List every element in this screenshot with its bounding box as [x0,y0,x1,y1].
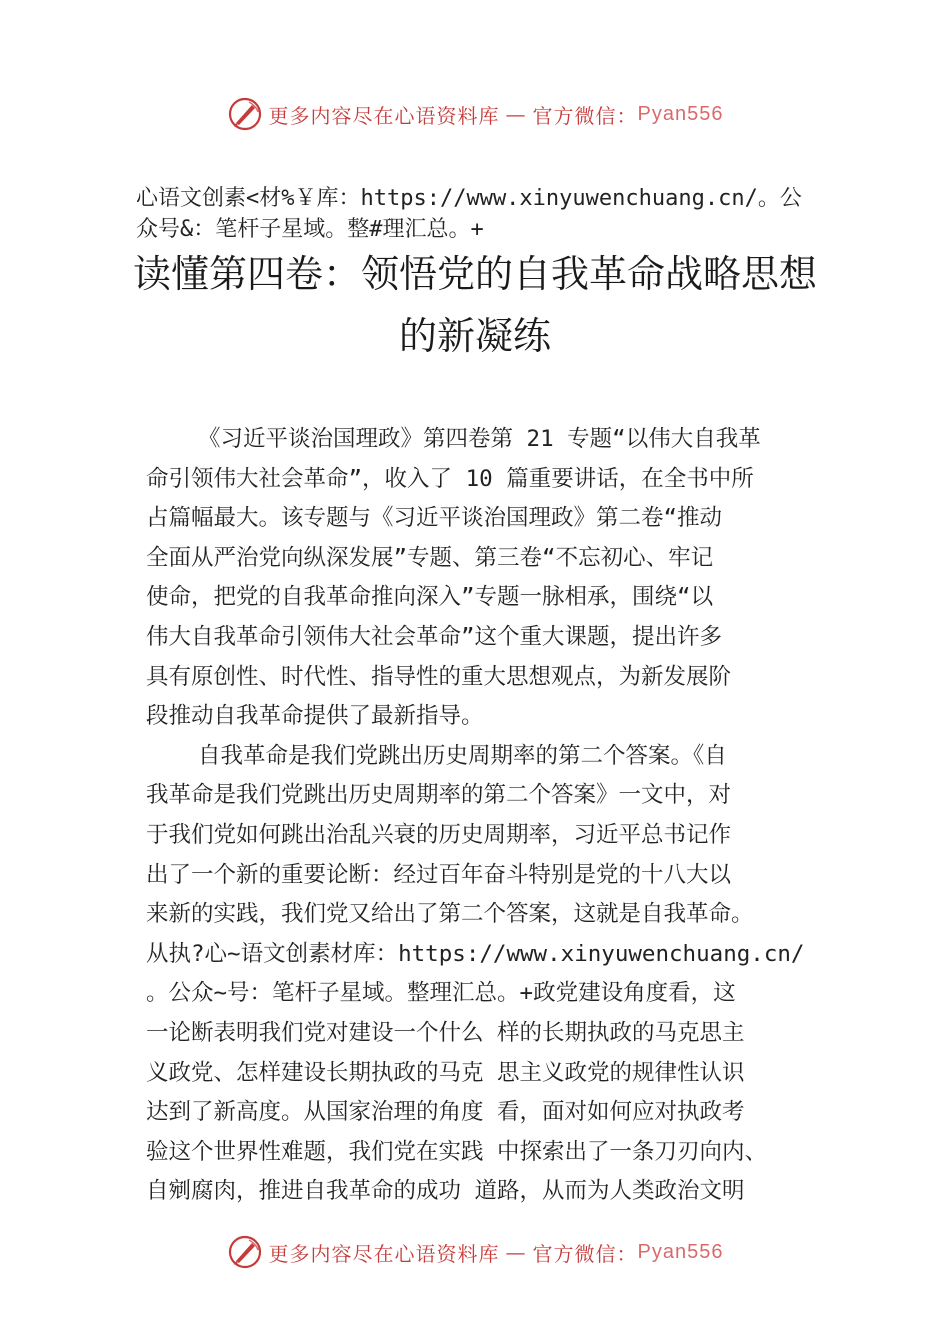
body-line: 占篇幅最大。该专题与《习近平谈治国理政》第二卷“推动 [146,505,723,532]
body-line: 于我们党如何跳出治乱兴衰的历史周期率，习近平总书记作 [146,821,732,848]
article-title [60,243,890,367]
source-note-line: 心语文创素<材%￥库：https://www.xinyuwenchuang.cn/。公 [136,186,802,211]
body-line: 段推动自我革命提供了最新指导。 [146,703,484,730]
pen-logo-icon [227,96,263,132]
pen-logo-icon [227,1234,263,1270]
article-body [146,420,830,1212]
source-note [136,183,826,245]
banner-main-text: 更多内容尽在心语资料库 [268,103,500,128]
body-line: 从执?心~语文创素材库：https://www.xinyuwenchuang.cn/ [146,940,805,967]
body-line: 《习近平谈治国理政》第四卷第 21 专题“以伟大自我革 [198,426,761,452]
banner-separator: — [505,102,527,126]
banner-separator: — [505,1240,527,1264]
footer-banner [0,1230,950,1274]
body-line: 。公众~号：笔杆子星域。整理汇总。+政党建设角度看，这 [146,980,736,1007]
body-line: 义政党、怎样建设长期执政的马克 思主义政党的规律性认识 [146,1059,745,1086]
body-line: 命引领伟大社会革命”，收入了 10 篇重要讲话，在全书中所 [146,465,754,492]
body-line: 自我革命是我们党跳出历史周期率的第二个答案。《自 [198,742,727,769]
source-note-line: 众号&：笔杆子星域。整#理汇总。+ [136,217,484,242]
body-line: 一论断表明我们党对建设一个什么 样的长期执政的马克思主 [146,1019,745,1046]
banner-wechat-id: Pyan556 [637,1240,724,1263]
body-line: 自剜腐肉，推进自我革命的成功 道路，从而为人类政治文明 [146,1178,745,1205]
banner-wechat-label: 官方微信： [532,1241,638,1266]
title-line-1: 读懂第四卷：领悟党的自我革命战略思想 [132,252,817,296]
body-line: 使命，把党的自我革命推向深入”专题一脉相承，围绕“以 [146,584,714,611]
banner-wechat-label: 官方微信： [532,103,638,128]
title-line-2: 的新凝练 [398,314,551,358]
body-line: 来新的实践，我们党又给出了第二个答案，这就是自我革命。 [146,901,754,928]
header-banner [0,92,950,136]
body-line: 达到了新高度。从国家治理的角度 看，面对如何应对执政考 [146,1099,745,1126]
banner-main-text: 更多内容尽在心语资料库 [268,1241,500,1266]
banner-wechat-id: Pyan556 [637,102,724,125]
body-line: 出了一个新的重要论断：经过百年奋斗特别是党的十八大以 [146,861,732,888]
body-line: 具有原创性、时代性、指导性的重大思想观点，为新发展阶 [146,663,732,690]
body-line: 我革命是我们党跳出历史周期率的第二个答案》一文中，对 [146,782,732,809]
body-line: 全面从严治党向纵深发展”专题、第三卷“不忘初心、牢记 [146,544,714,571]
body-line: 验这个世界性难题，我们党在实践 中探索出了一条刀刃向内、 [146,1138,768,1165]
body-line: 伟大自我革命引领伟大社会革命”这个重大课题，提出许多 [146,623,723,650]
